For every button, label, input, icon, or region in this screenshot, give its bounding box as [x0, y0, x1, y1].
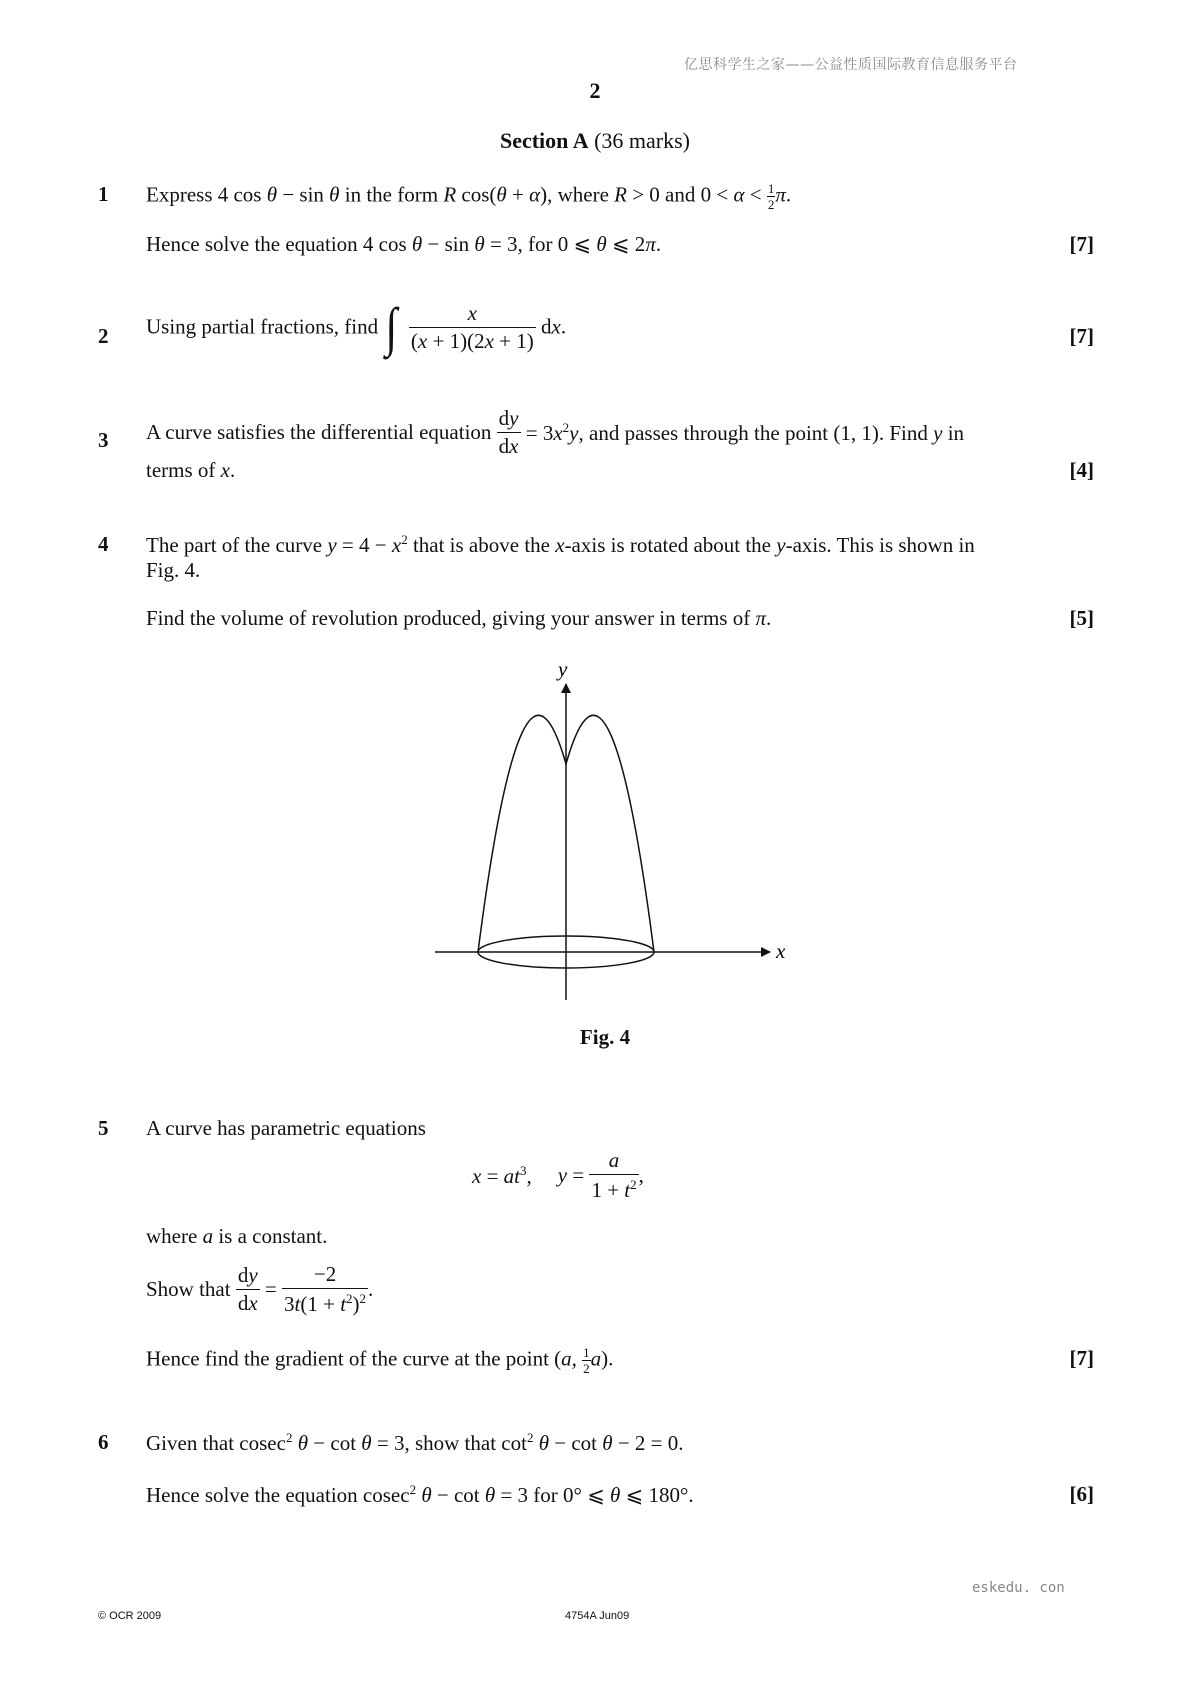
dy-dx-fraction: $\frac{dy}{dx}$: [498, 406, 519, 458]
question-3-line-1: A curve satisfies the differential equation $\frac{dy}{dx}$ = $3x^2y$, and passes through the point (1, 1). Find y in: [146, 406, 965, 458]
parametric-equations: $x = at^3$, y = $\frac{a}{1 + t^2}$ ,: [472, 1148, 644, 1202]
figure-caption: Fig. 4: [579, 1025, 631, 1049]
question-5-line-1: A curve has parametric equations: [146, 1116, 426, 1140]
half-fraction: $\frac{1}{2}$: [767, 181, 775, 212]
question-2-marks: [7]: [1069, 324, 1094, 348]
question-5-marks: [7]: [1069, 1346, 1094, 1370]
gradient-fraction: $\frac{-2}{3t(1 + t^2)^2}$: [284, 1262, 367, 1316]
question-5-line-4: Show that $\frac{dy}{dx}$ = $\frac{-2}{3t(1 + t^2)^2}$ .: [146, 1262, 374, 1316]
question-2-number: 2: [98, 324, 109, 348]
question-1-line-2: Hence solve the equation 4 cos θ − sin θ = 3, for 0 ⩽ θ ⩽ 2π.: [146, 232, 662, 256]
question-3-number: 3: [98, 428, 109, 452]
question-6-line-1: Given that cosec$^2$ θ − cot θ = 3, show that $\cot^2 \theta - \cot \theta - 2 = 0$.: [146, 1430, 684, 1455]
question-4-marks: [5]: [1069, 606, 1094, 630]
y-axis-label: y: [558, 657, 568, 681]
integrand-fraction: $\frac{x}{(x + 1)(2x + 1)}$: [410, 300, 534, 353]
footer-copyright: © OCR 2009: [98, 1610, 162, 1622]
dy-dx-fraction: $\frac{dy}{dx}$: [237, 1263, 258, 1315]
question-6-number: 6: [98, 1430, 109, 1454]
question-6-line-2: Hence solve the equation cosec$^2$ θ − cot θ = 3 for 0° ⩽ θ ⩽ 180°.: [146, 1482, 694, 1507]
footer-paper-code: 4754A Jun09: [565, 1610, 630, 1622]
watermark-bottom: eskedu. con: [972, 1580, 1065, 1596]
section-marks: (36 marks): [594, 128, 691, 153]
y-fraction: $\frac{a}{1 + t^2}$: [591, 1148, 637, 1202]
question-5-line-5: Hence find the gradient of the curve at the point (a, $\frac{1}{2}$ a).: [146, 1345, 614, 1376]
x-axis-label: x: [776, 939, 786, 963]
section-heading: [0, 128, 1190, 154]
figure-4: [400, 650, 820, 1010]
half-fraction: $\frac{1}{2}$: [583, 1345, 590, 1376]
page-number: 2: [589, 78, 601, 103]
question-4-line-3: Find the volume of revolution produced, giving your answer in terms of π.: [146, 606, 772, 630]
question-6-marks: [6]: [1069, 1482, 1094, 1506]
question-3-marks: [4]: [1069, 458, 1094, 482]
question-1-line-1: Express 4 cos θ − sin θ in the form R cos(θ + α), where R > 0 and 0 < α < $\frac{1}{2}$ π.: [146, 181, 792, 212]
question-3-line-2: terms of x.: [146, 458, 236, 482]
watermark-top: 亿思科学生之家——公益性质国际教育信息服务平台: [684, 57, 1018, 73]
question-1-number: 1: [98, 182, 109, 206]
section-title: Section A: [499, 128, 589, 153]
question-4-number: 4: [98, 532, 109, 556]
question-2-line: Using partial fractions, find ∫ $\frac{x}{(x + 1)(2x + 1)}$ dx.: [146, 297, 567, 357]
integral-sign: ∫: [385, 297, 398, 357]
question-1-marks: [7]: [1069, 232, 1094, 256]
question-4-line-2: Fig. 4.: [146, 558, 201, 582]
question-4-line-1: The part of the curve $y = 4 - x^2$ that is above the x-axis is rotated about the y-axis. This is shown in: [146, 532, 975, 557]
question-5-line-3: where a is a constant.: [146, 1224, 328, 1248]
question-5-number: 5: [98, 1116, 109, 1140]
